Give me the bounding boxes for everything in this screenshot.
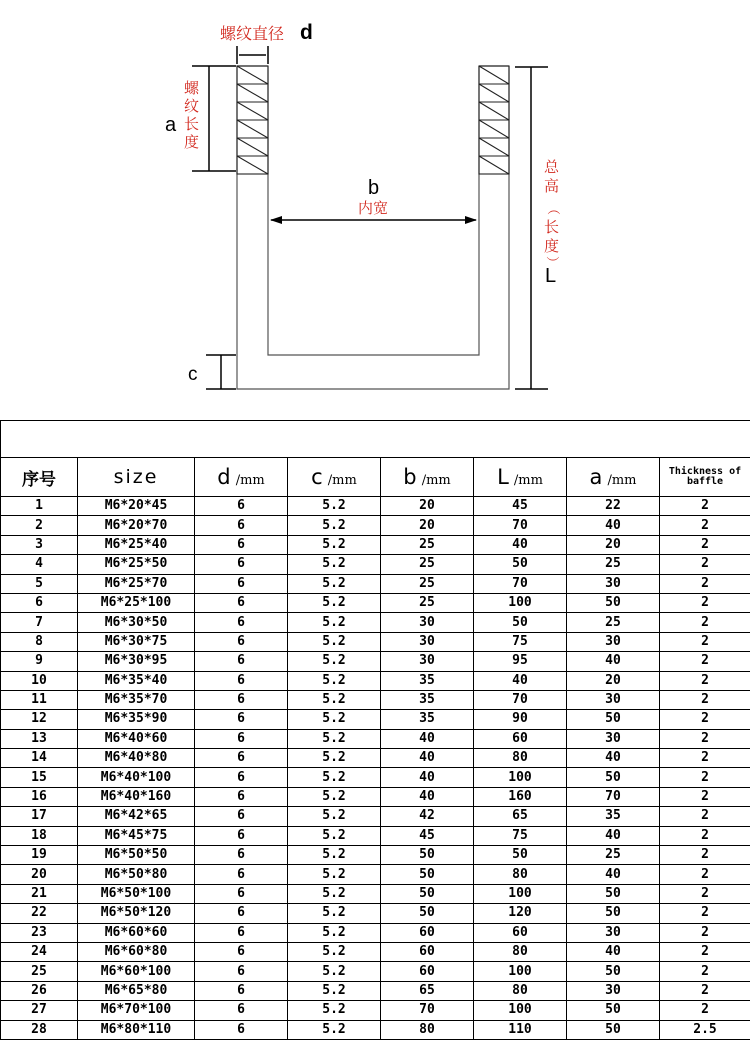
cell-a: 40	[567, 652, 660, 671]
cell-a: 20	[567, 671, 660, 690]
cell-d: 6	[195, 884, 288, 903]
cell-thickness: 2	[660, 710, 750, 729]
cell-size: M6*60*100	[78, 962, 195, 981]
cell-L: 70	[474, 516, 567, 535]
cell-b: 25	[381, 574, 474, 593]
cell-L: 80	[474, 749, 567, 768]
cell-size: M6*40*100	[78, 768, 195, 787]
cell-thickness: 2	[660, 923, 750, 942]
b-symbol: b	[368, 177, 379, 199]
cell-b: 50	[381, 884, 474, 903]
cell-seq: 14	[1, 749, 78, 768]
cell-L: 160	[474, 787, 567, 806]
c-symbol: c	[188, 364, 198, 385]
cell-thickness: 2	[660, 690, 750, 709]
table-row	[1, 865, 750, 884]
thread-diameter-label: 螺纹直径	[220, 24, 284, 43]
cell-size: M6*40*160	[78, 787, 195, 806]
cell-L: 100	[474, 593, 567, 612]
cell-a: 40	[567, 942, 660, 961]
cell-b: 70	[381, 1001, 474, 1020]
cell-seq: 8	[1, 632, 78, 651]
cell-seq: 6	[1, 593, 78, 612]
cell-c: 5.2	[288, 652, 381, 671]
c-dimension	[206, 355, 236, 389]
cell-thickness: 2.5	[660, 1020, 750, 1039]
cell-size: M6*40*60	[78, 729, 195, 748]
cell-d: 6	[195, 826, 288, 845]
cell-b: 42	[381, 807, 474, 826]
cell-d: 6	[195, 749, 288, 768]
cell-seq: 28	[1, 1020, 78, 1039]
cell-d: 6	[195, 613, 288, 632]
d-symbol: d	[300, 21, 313, 44]
cell-thickness: 2	[660, 826, 750, 845]
cell-b: 65	[381, 981, 474, 1000]
cell-seq: 26	[1, 981, 78, 1000]
cell-a: 30	[567, 690, 660, 709]
cell-c: 5.2	[288, 535, 381, 554]
cell-L: 80	[474, 865, 567, 884]
cell-a: 40	[567, 516, 660, 535]
cell-c: 5.2	[288, 923, 381, 942]
cell-L: 45	[474, 497, 567, 516]
cell-b: 50	[381, 904, 474, 923]
cell-a: 70	[567, 787, 660, 806]
cell-thickness: 2	[660, 787, 750, 806]
cell-b: 20	[381, 516, 474, 535]
total-height-char-1: 总	[544, 158, 560, 176]
cell-size: M6*80*110	[78, 1020, 195, 1039]
cell-a: 50	[567, 768, 660, 787]
cell-L: 70	[474, 690, 567, 709]
cell-thickness: 2	[660, 516, 750, 535]
cell-seq: 2	[1, 516, 78, 535]
thread-length-char-2: 纹	[184, 97, 199, 115]
cell-b: 80	[381, 1020, 474, 1039]
cell-L: 95	[474, 652, 567, 671]
cell-L: 80	[474, 981, 567, 1000]
cell-d: 6	[195, 942, 288, 961]
cell-seq: 13	[1, 729, 78, 748]
cell-thickness: 2	[660, 555, 750, 574]
left-thread	[237, 66, 268, 174]
cell-a: 50	[567, 904, 660, 923]
cell-thickness: 2	[660, 729, 750, 748]
cell-c: 5.2	[288, 884, 381, 903]
cell-size: M6*25*70	[78, 574, 195, 593]
cell-a: 30	[567, 729, 660, 748]
cell-b: 50	[381, 846, 474, 865]
cell-size: M6*60*60	[78, 923, 195, 942]
cell-c: 5.2	[288, 749, 381, 768]
right-thread	[479, 66, 509, 174]
cell-size: M6*50*120	[78, 904, 195, 923]
cell-d: 6	[195, 710, 288, 729]
cell-L: 100	[474, 884, 567, 903]
cell-thickness: 2	[660, 962, 750, 981]
cell-seq: 21	[1, 884, 78, 903]
header-seq: 序号	[1, 458, 78, 497]
cell-a: 35	[567, 807, 660, 826]
table-row	[1, 962, 750, 981]
cell-seq: 7	[1, 613, 78, 632]
cell-b: 60	[381, 923, 474, 942]
cell-b: 25	[381, 535, 474, 554]
cell-size: M6*25*100	[78, 593, 195, 612]
cell-a: 30	[567, 923, 660, 942]
cell-seq: 22	[1, 904, 78, 923]
cell-c: 5.2	[288, 574, 381, 593]
table-row	[1, 690, 750, 709]
header-thickness: Thickness of baffle	[660, 458, 750, 497]
cell-size: M6*50*80	[78, 865, 195, 884]
cell-b: 25	[381, 555, 474, 574]
cell-seq: 27	[1, 1001, 78, 1020]
cell-a: 22	[567, 497, 660, 516]
inner-width-label: 内宽	[358, 199, 388, 217]
cell-a: 30	[567, 574, 660, 593]
cell-c: 5.2	[288, 787, 381, 806]
table-row	[1, 884, 750, 903]
cell-thickness: 2	[660, 497, 750, 516]
cell-seq: 23	[1, 923, 78, 942]
cell-thickness: 2	[660, 981, 750, 1000]
cell-b: 35	[381, 690, 474, 709]
table-row	[1, 846, 750, 865]
table-row	[1, 826, 750, 845]
cell-a: 50	[567, 710, 660, 729]
cell-b: 60	[381, 962, 474, 981]
cell-thickness: 2	[660, 535, 750, 554]
table-row	[1, 613, 750, 632]
cell-seq: 5	[1, 574, 78, 593]
header-d: d /mm	[195, 458, 288, 497]
cell-L: 75	[474, 826, 567, 845]
table-row	[1, 904, 750, 923]
table-header-row	[1, 458, 750, 497]
cell-L: 40	[474, 671, 567, 690]
cell-L: 65	[474, 807, 567, 826]
total-height-char-4: 长	[544, 218, 559, 236]
cell-d: 6	[195, 981, 288, 1000]
cell-seq: 20	[1, 865, 78, 884]
cell-d: 6	[195, 768, 288, 787]
u-bolt-outline	[237, 66, 509, 389]
cell-a: 40	[567, 865, 660, 884]
cell-seq: 19	[1, 846, 78, 865]
table-row	[1, 574, 750, 593]
cell-thickness: 2	[660, 652, 750, 671]
table-row	[1, 942, 750, 961]
table-row	[1, 1001, 750, 1020]
cell-size: M6*20*70	[78, 516, 195, 535]
table-row	[1, 555, 750, 574]
cell-thickness: 2	[660, 884, 750, 903]
table-blank-row	[1, 421, 750, 458]
cell-thickness: 2	[660, 846, 750, 865]
table-row	[1, 710, 750, 729]
cell-c: 5.2	[288, 729, 381, 748]
cell-L: 70	[474, 574, 567, 593]
cell-d: 6	[195, 497, 288, 516]
cell-L: 50	[474, 846, 567, 865]
cell-size: M6*65*80	[78, 981, 195, 1000]
cell-d: 6	[195, 846, 288, 865]
cell-L: 100	[474, 962, 567, 981]
cell-c: 5.2	[288, 904, 381, 923]
cell-seq: 3	[1, 535, 78, 554]
table-row	[1, 923, 750, 942]
cell-d: 6	[195, 671, 288, 690]
header-L: L /mm	[474, 458, 567, 497]
cell-b: 40	[381, 768, 474, 787]
cell-c: 5.2	[288, 962, 381, 981]
cell-b: 30	[381, 613, 474, 632]
cell-b: 35	[381, 710, 474, 729]
thread-length-char-1: 螺	[184, 79, 200, 97]
cell-d: 6	[195, 516, 288, 535]
table-row	[1, 807, 750, 826]
cell-a: 25	[567, 555, 660, 574]
header-a: a /mm	[567, 458, 660, 497]
cell-L: 100	[474, 1001, 567, 1020]
cell-d: 6	[195, 1001, 288, 1020]
cell-seq: 1	[1, 497, 78, 516]
cell-b: 40	[381, 729, 474, 748]
cell-a: 50	[567, 962, 660, 981]
cell-L: 80	[474, 942, 567, 961]
cell-d: 6	[195, 865, 288, 884]
cell-L: 60	[474, 729, 567, 748]
d-dimension	[237, 46, 268, 64]
cell-size: M6*50*100	[78, 884, 195, 903]
cell-c: 5.2	[288, 555, 381, 574]
cell-c: 5.2	[288, 516, 381, 535]
cell-size: M6*40*80	[78, 749, 195, 768]
cell-thickness: 2	[660, 768, 750, 787]
cell-seq: 24	[1, 942, 78, 961]
cell-b: 20	[381, 497, 474, 516]
L-symbol: L	[545, 265, 556, 287]
cell-seq: 4	[1, 555, 78, 574]
cell-d: 6	[195, 690, 288, 709]
cell-thickness: 2	[660, 807, 750, 826]
total-height-char-3: （	[545, 202, 560, 215]
cell-L: 110	[474, 1020, 567, 1039]
cell-size: M6*35*40	[78, 671, 195, 690]
cell-size: M6*42*65	[78, 807, 195, 826]
table-row	[1, 787, 750, 806]
cell-a: 30	[567, 632, 660, 651]
cell-thickness: 2	[660, 1001, 750, 1020]
table-row	[1, 497, 750, 516]
cell-a: 50	[567, 593, 660, 612]
cell-c: 5.2	[288, 865, 381, 884]
cell-b: 40	[381, 749, 474, 768]
table-row	[1, 593, 750, 612]
cell-thickness: 2	[660, 749, 750, 768]
cell-seq: 16	[1, 787, 78, 806]
cell-b: 50	[381, 865, 474, 884]
cell-a: 50	[567, 1001, 660, 1020]
cell-c: 5.2	[288, 846, 381, 865]
cell-size: M6*25*40	[78, 535, 195, 554]
cell-size: M6*50*50	[78, 846, 195, 865]
cell-size: M6*35*70	[78, 690, 195, 709]
cell-size: M6*25*50	[78, 555, 195, 574]
cell-size: M6*30*75	[78, 632, 195, 651]
cell-L: 75	[474, 632, 567, 651]
thread-length-char-3: 长	[184, 115, 199, 133]
cell-L: 90	[474, 710, 567, 729]
cell-b: 25	[381, 593, 474, 612]
cell-thickness: 2	[660, 942, 750, 961]
cell-thickness: 2	[660, 632, 750, 651]
cell-d: 6	[195, 574, 288, 593]
cell-c: 5.2	[288, 768, 381, 787]
table-row	[1, 768, 750, 787]
cell-d: 6	[195, 535, 288, 554]
total-height-char-2: 高	[544, 177, 559, 195]
cell-L: 100	[474, 768, 567, 787]
header-size: size	[78, 458, 195, 497]
cell-c: 5.2	[288, 710, 381, 729]
table-row	[1, 729, 750, 748]
cell-b: 45	[381, 826, 474, 845]
cell-d: 6	[195, 962, 288, 981]
cell-c: 5.2	[288, 690, 381, 709]
table-row	[1, 652, 750, 671]
cell-thickness: 2	[660, 904, 750, 923]
cell-a: 20	[567, 535, 660, 554]
cell-seq: 10	[1, 671, 78, 690]
cell-d: 6	[195, 807, 288, 826]
cell-d: 6	[195, 555, 288, 574]
cell-b: 30	[381, 632, 474, 651]
cell-b: 35	[381, 671, 474, 690]
table-row	[1, 535, 750, 554]
cell-a: 30	[567, 981, 660, 1000]
cell-size: M6*30*95	[78, 652, 195, 671]
table-row	[1, 632, 750, 651]
cell-seq: 15	[1, 768, 78, 787]
cell-thickness: 2	[660, 865, 750, 884]
cell-c: 5.2	[288, 807, 381, 826]
thread-length-char-4: 度	[184, 133, 199, 151]
cell-thickness: 2	[660, 671, 750, 690]
cell-c: 5.2	[288, 1001, 381, 1020]
cell-a: 25	[567, 613, 660, 632]
table-row	[1, 749, 750, 768]
cell-d: 6	[195, 787, 288, 806]
cell-seq: 11	[1, 690, 78, 709]
cell-c: 5.2	[288, 942, 381, 961]
cell-a: 25	[567, 846, 660, 865]
cell-b: 30	[381, 652, 474, 671]
cell-d: 6	[195, 1020, 288, 1039]
total-height-char-6: ）	[544, 256, 559, 269]
cell-d: 6	[195, 632, 288, 651]
cell-seq: 9	[1, 652, 78, 671]
cell-c: 5.2	[288, 613, 381, 632]
cell-L: 50	[474, 555, 567, 574]
cell-c: 5.2	[288, 981, 381, 1000]
cell-thickness: 2	[660, 613, 750, 632]
cell-L: 60	[474, 923, 567, 942]
cell-c: 5.2	[288, 1020, 381, 1039]
header-b: b /mm	[381, 458, 474, 497]
cell-seq: 17	[1, 807, 78, 826]
cell-size: M6*70*100	[78, 1001, 195, 1020]
cell-c: 5.2	[288, 593, 381, 612]
table-row	[1, 516, 750, 535]
a-symbol: a	[165, 114, 177, 136]
spec-table	[0, 420, 750, 1062]
cell-d: 6	[195, 593, 288, 612]
cell-a: 40	[567, 826, 660, 845]
cell-c: 5.2	[288, 826, 381, 845]
cell-c: 5.2	[288, 671, 381, 690]
cell-a: 50	[567, 1020, 660, 1039]
cell-seq: 12	[1, 710, 78, 729]
cell-size: M6*20*45	[78, 497, 195, 516]
cell-d: 6	[195, 923, 288, 942]
cell-L: 120	[474, 904, 567, 923]
cell-size: M6*35*90	[78, 710, 195, 729]
table-row	[1, 1020, 750, 1039]
cell-d: 6	[195, 652, 288, 671]
total-height-char-5: 度	[544, 237, 559, 255]
cell-seq: 18	[1, 826, 78, 845]
table-row	[1, 981, 750, 1000]
cell-b: 60	[381, 942, 474, 961]
cell-size: M6*30*50	[78, 613, 195, 632]
cell-a: 50	[567, 884, 660, 903]
cell-d: 6	[195, 729, 288, 748]
cell-seq: 25	[1, 962, 78, 981]
cell-L: 50	[474, 613, 567, 632]
cell-thickness: 2	[660, 574, 750, 593]
cell-a: 40	[567, 749, 660, 768]
cell-c: 5.2	[288, 632, 381, 651]
cell-c: 5.2	[288, 497, 381, 516]
header-c: c /mm	[288, 458, 381, 497]
u-bolt-diagram	[0, 0, 750, 405]
table-row	[1, 671, 750, 690]
cell-b: 40	[381, 787, 474, 806]
cell-size: M6*45*75	[78, 826, 195, 845]
cell-thickness: 2	[660, 593, 750, 612]
cell-size: M6*60*80	[78, 942, 195, 961]
cell-d: 6	[195, 904, 288, 923]
cell-L: 40	[474, 535, 567, 554]
